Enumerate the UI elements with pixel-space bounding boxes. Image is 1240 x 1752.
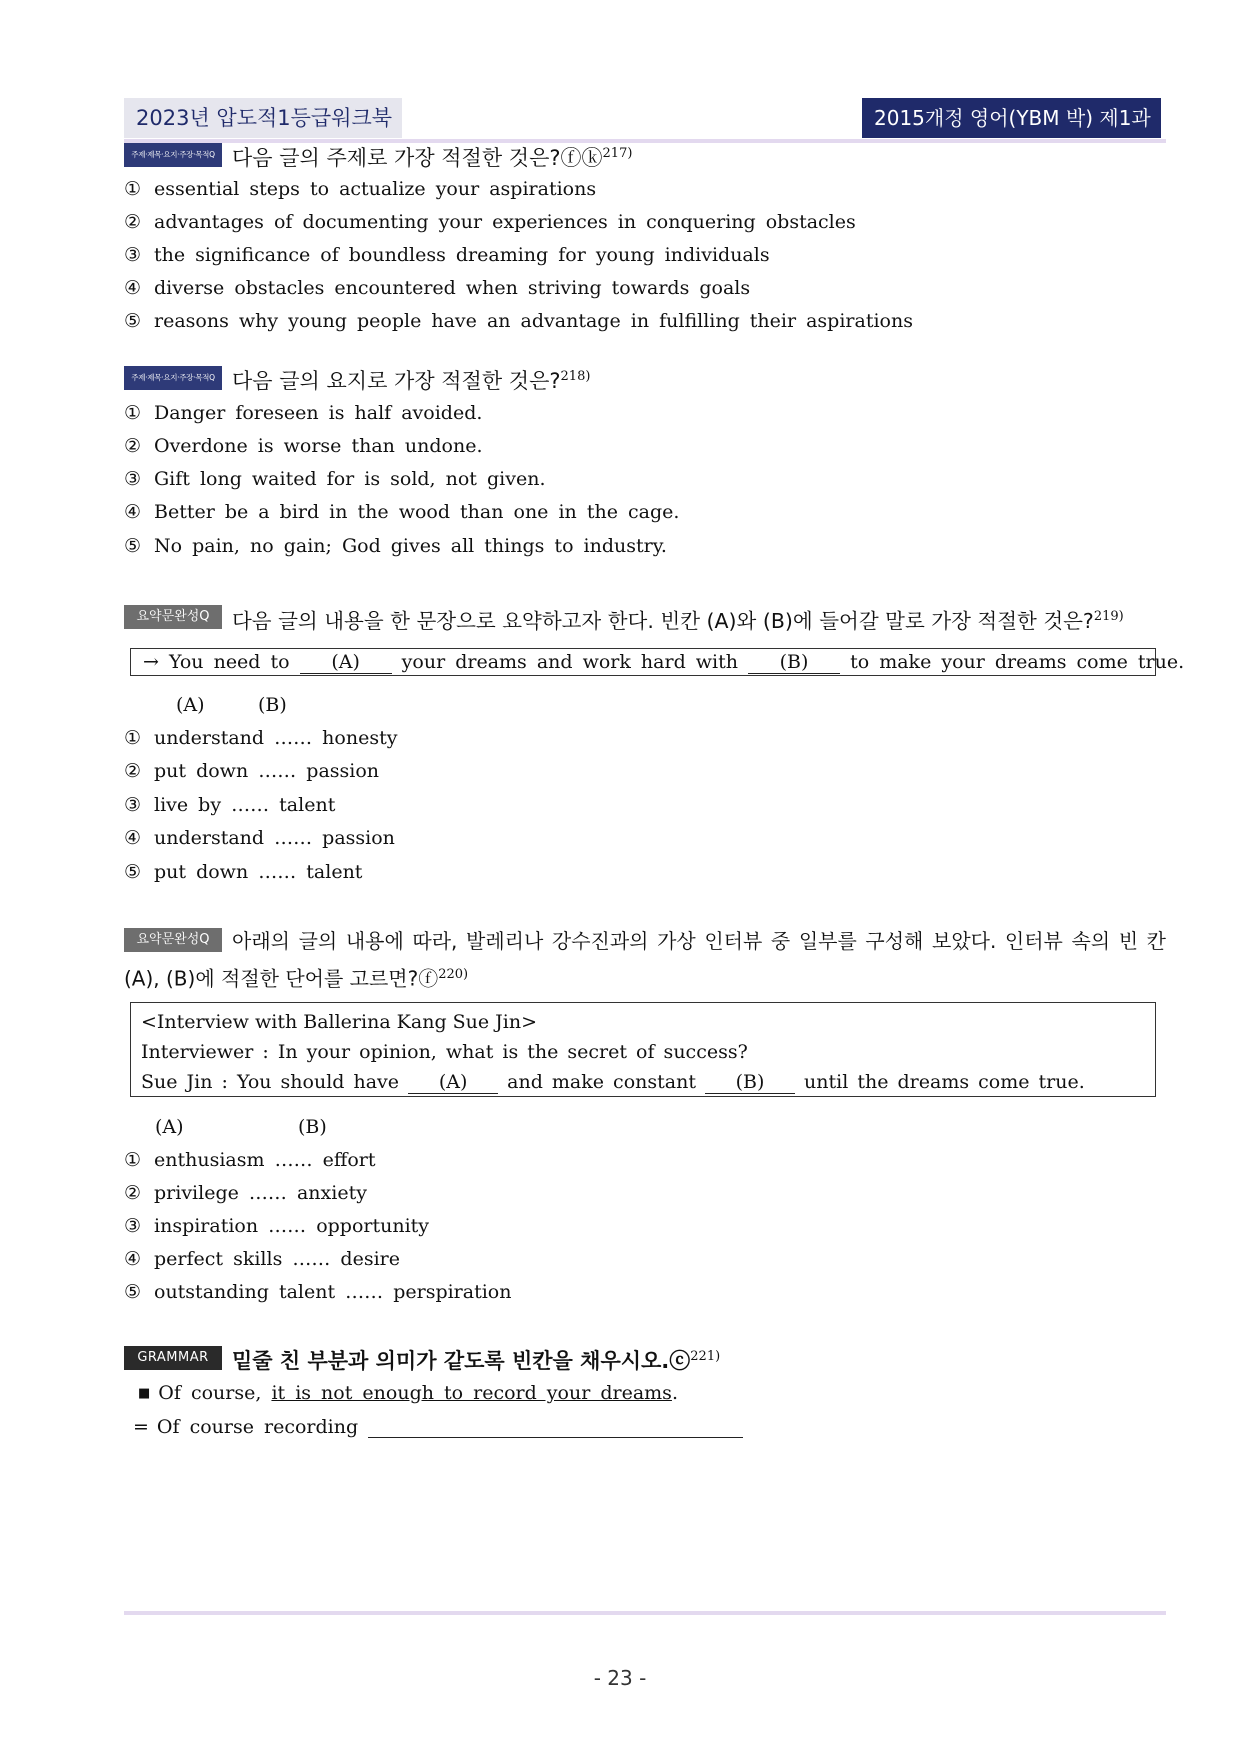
interview-box <box>130 1002 1156 1097</box>
blank-b: (B) <box>748 651 840 674</box>
column-b-label: (B) <box>258 694 287 716</box>
question-type-tag: 요약문완성Q <box>124 605 222 629</box>
option-4: ④ understand …… passion <box>124 827 395 849</box>
option-3: ③ live by …… talent <box>124 794 336 816</box>
option-1: ① enthusiasm …… effort <box>124 1149 376 1171</box>
option-2: ② Overdone is worse than undone. <box>124 435 483 457</box>
column-a-label: (A) <box>176 694 205 716</box>
interview-answer: Sue Jin : You should have (A) and make constant (B) until the dreams come true. <box>141 1071 1085 1093</box>
underlined-phrase: it is not enough to record your dreams <box>271 1382 672 1404</box>
option-1: ① understand …… honesty <box>124 727 398 749</box>
option-3: ③ inspiration …… opportunity <box>124 1215 430 1237</box>
blank-a: (A) <box>300 651 392 674</box>
option-5: ⑤ No pain, no gain; God gives all things to industry. <box>124 535 667 557</box>
question-type-tag: 주제·제목·요지·주장·목적Q <box>124 143 222 167</box>
page-number: - 23 - <box>593 1666 647 1690</box>
option-3: ③ Gift long waited for is sold, not given. <box>124 468 546 490</box>
option-1: ① essential steps to actualize your aspirations <box>124 178 597 200</box>
footer-divider <box>124 1611 1166 1615</box>
question-prompt: 밑줄 친 부분과 의미가 같도록 빈칸을 채우시오.ⓒ$^{221)}$ <box>232 1349 721 1373</box>
question-prompt: 다음 글의 내용을 한 문장으로 요약하고자 한다. 빈칸 (A)와 (B)에 들어갈 말로 가장 적절한 것은?$^{219)}$ <box>232 609 1124 633</box>
option-3: ③ the significance of boundless dreaming for young individuals <box>124 244 770 266</box>
question-prompt: 아래의 글의 내용에 따라, 발레리나 강수진과의 가상 인터뷰 중 일부를 구성해 보았다. 인터뷰 속의 빈 칸 (A), (B)에 적절한 단어를 고르면?ⓕ$^{220)}$ <box>124 929 1166 991</box>
question-type-tag: 요약문완성Q <box>124 928 222 952</box>
question-prompt: 다음 글의 요지로 가장 적절한 것은?$^{218)}$ <box>232 369 591 393</box>
option-2: ② privilege …… anxiety <box>124 1182 367 1204</box>
question-type-tag: 주제·제목·요지·주장·목적Q <box>124 366 222 390</box>
option-4: ④ Better be a bird in the wood than one in the cage. <box>124 501 680 523</box>
option-5: ⑤ put down …… talent <box>124 861 363 883</box>
option-5: ⑤ reasons why young people have an advantage in fulfilling their aspirations <box>124 310 913 332</box>
answer-blank[interactable] <box>368 1419 743 1438</box>
blank-a: (A) <box>408 1071 498 1094</box>
option-4: ④ perfect skills …… desire <box>124 1248 400 1270</box>
option-2: ② advantages of documenting your experiences in conquering obstacles <box>124 211 856 233</box>
option-5: ⑤ outstanding talent …… perspiration <box>124 1281 512 1303</box>
interview-title: <Interview with Ballerina Kang Sue Jin> <box>141 1011 538 1033</box>
blank-b: (B) <box>705 1071 795 1094</box>
option-1: ① Danger foreseen is half avoided. <box>124 402 483 424</box>
interview-question: Interviewer : In your opinion, what is the secret of success? <box>141 1041 748 1063</box>
workbook-title: 2023년 압도적1등급워크북 <box>124 98 402 138</box>
question-prompt: 다음 글의 주제로 가장 적절한 것은?ⓕⓚ$^{217)}$ <box>232 146 633 170</box>
course-title: 2015개정 영어(YBM 박) 제1과 <box>862 98 1161 138</box>
summary-box: → You need to (A) your dreams and work hard with (B) to make your dreams come true. <box>130 648 1156 676</box>
grammar-rewrite: = Of course recording <box>133 1416 743 1438</box>
grammar-sentence: ■ Of course, it is not enough to record your dreams. <box>138 1382 678 1404</box>
question-type-tag: GRAMMAR <box>124 1346 222 1370</box>
column-b-label: (B) <box>298 1116 327 1138</box>
option-2: ② put down …… passion <box>124 760 380 782</box>
column-a-label: (A) <box>155 1116 184 1138</box>
option-4: ④ diverse obstacles encountered when striving towards goals <box>124 277 751 299</box>
